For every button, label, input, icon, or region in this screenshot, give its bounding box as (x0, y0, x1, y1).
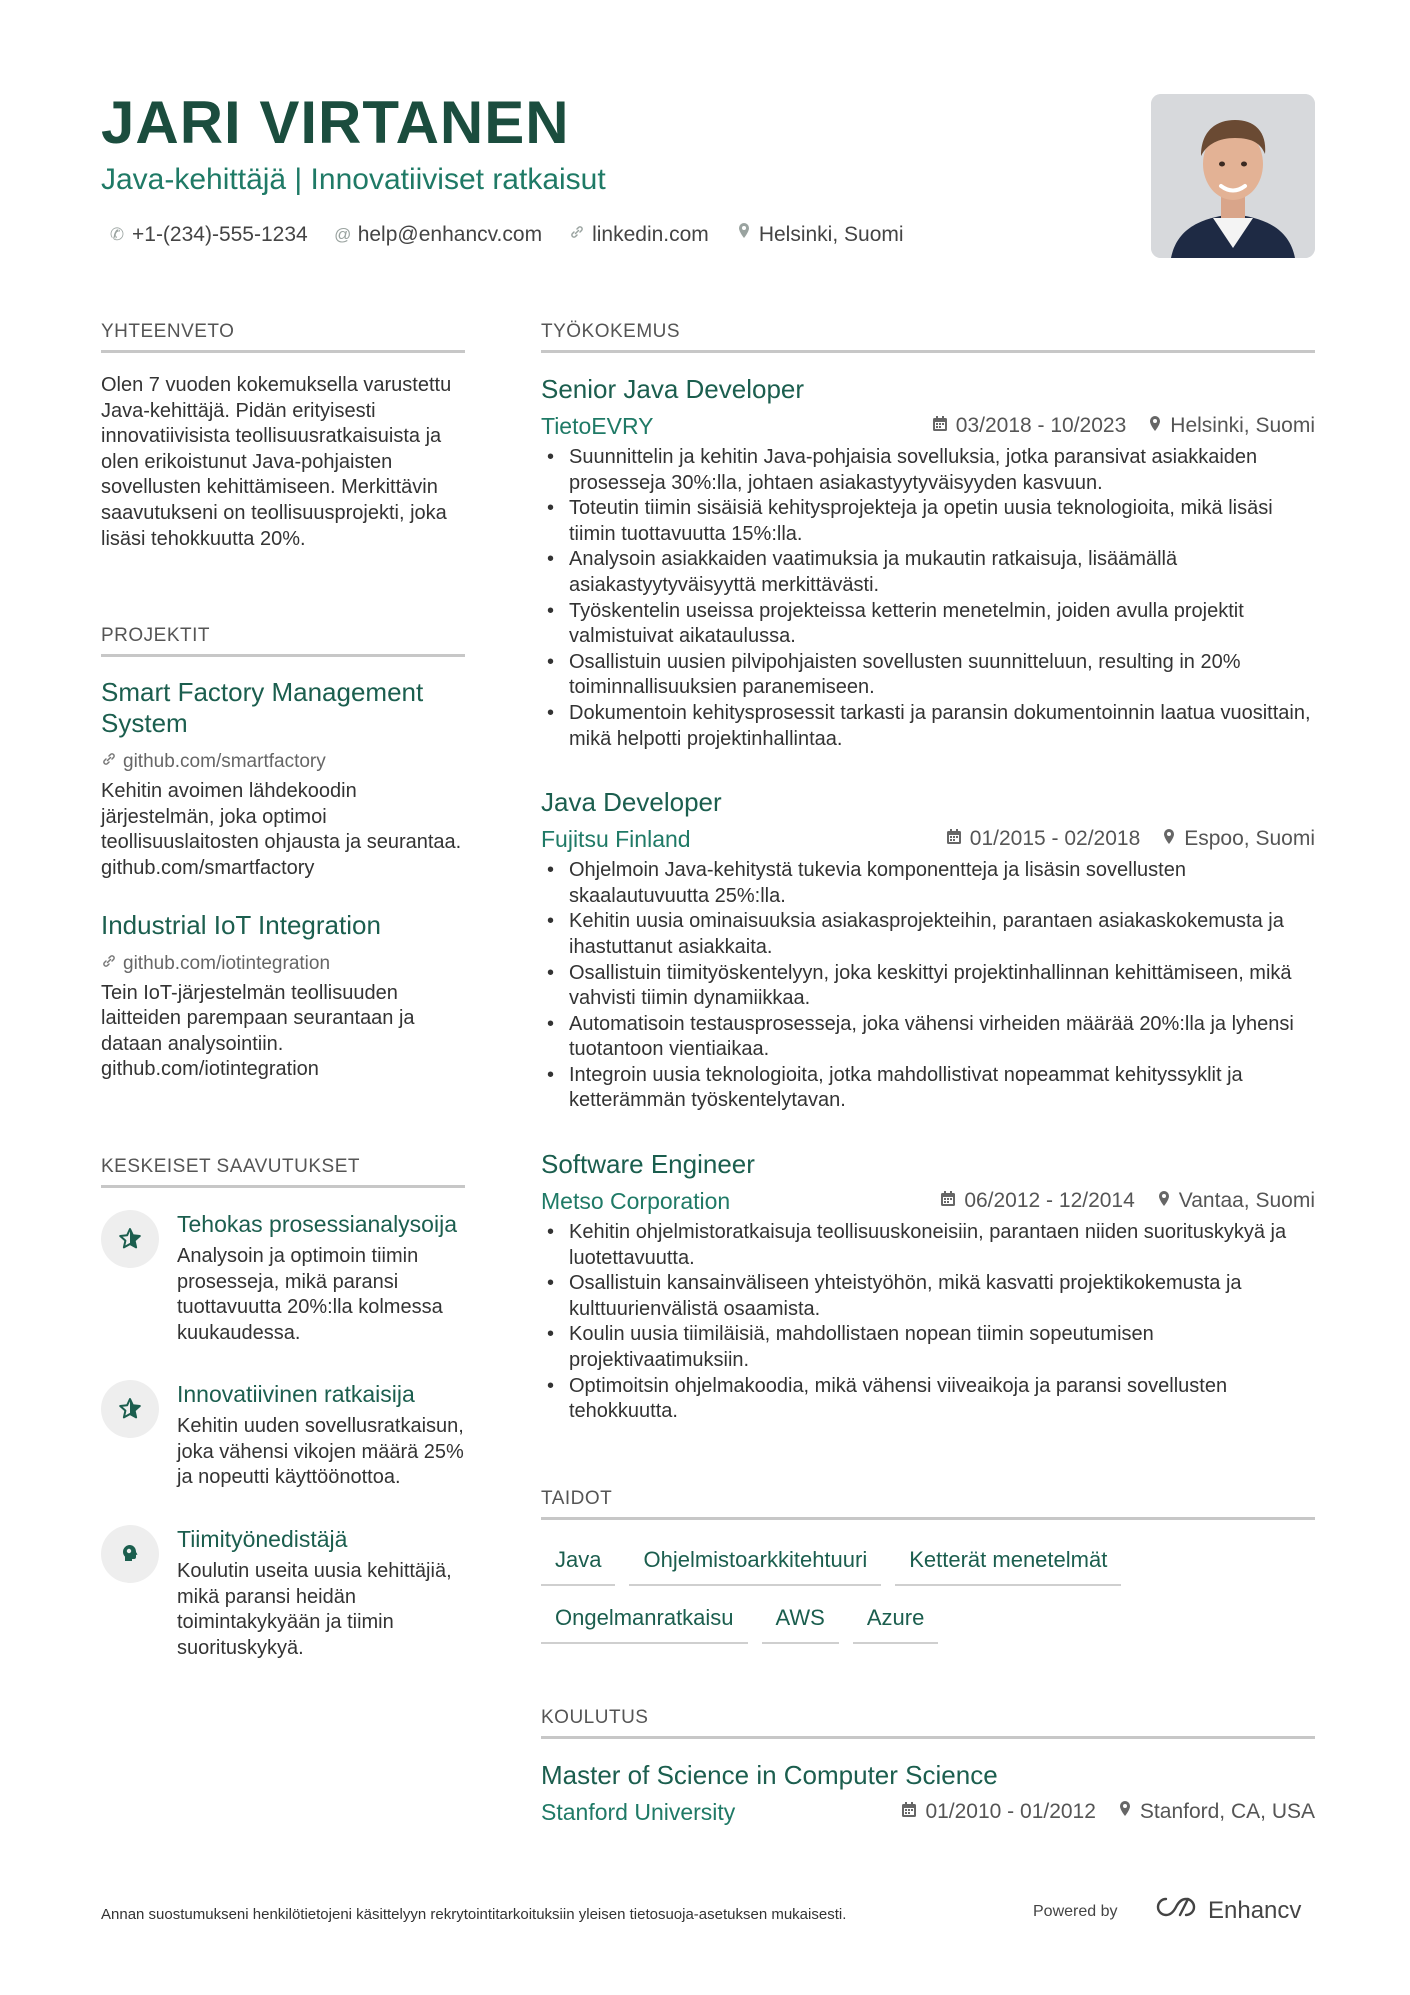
education-school: Stanford University (541, 1798, 736, 1825)
project-item (101, 910, 465, 1083)
skill-tag: Azure (853, 1600, 938, 1644)
list-item: • Toteutin tiimin sisäisiä kehitysprojekteja ja opetin uusia teknologioita, mikä lisäsi tiimin tuottavuutta 15%:lla. (541, 496, 1315, 547)
achievement-title: Tiimityönedistäjä (177, 1526, 348, 1553)
phone-icon: ✆ (109, 225, 125, 244)
job-title: Java Developer (541, 787, 722, 818)
contact-bar (108, 220, 904, 250)
at-icon: @ (334, 225, 352, 244)
education-location: Stanford, CA, USA (1139, 1799, 1315, 1823)
job-bullets (541, 1220, 1315, 1425)
project-link[interactable] (101, 749, 465, 775)
calendar-icon (940, 1190, 956, 1212)
profile-photo (1151, 94, 1315, 258)
job-entry (541, 1148, 1315, 1425)
list-item: • Kehitin uusia ominaisuuksia asiakasprojekteihin, parantaen asiakaskokemusta ja ihastuttanut asiakkaita. (541, 909, 1315, 960)
left-column (101, 320, 465, 1661)
job-title: Software Engineer (541, 1149, 755, 1180)
calendar-icon (932, 415, 948, 437)
summary-text: Olen 7 vuoden kokemuksella varustettu Java-kehittäjä. Pidän erityisesti innovatiivisista teollisuusratkaisuista ja olen erikoistunut Java-pohjaisten sovellusten kehittämiseen. Merkittävin saavutukseni on teollisuusprojekti, joka lisäsi tehokkuutta 20%. (101, 374, 452, 550)
project-description: Kehitin avoimen lähdekoodin järjestelmän, joka optimoi teollisuuslaitosten ohjausta ja seurantaa. github.com/smartfactory (101, 780, 462, 879)
list-item: • Analysoin asiakkaiden vaatimuksia ja mukautin ratkaisuja, lisäämällä asiakastyytyväisyyttä merkittävästi. (541, 547, 1315, 598)
skill-tag: Java (541, 1542, 615, 1586)
projects-heading: PROJEKTIT (101, 624, 465, 657)
calendar-icon (901, 1801, 917, 1823)
job-dates: 06/2012 - 12/2014 (964, 1189, 1135, 1213)
project-link-text: github.com/smartfactory (123, 751, 326, 773)
project-link-text: github.com/iotintegration (123, 952, 331, 974)
enhancv-logo[interactable] (1152, 1895, 1301, 1926)
calendar-icon (946, 828, 962, 850)
candidate-headline: Java-kehittäjä | Innovatiiviset ratkaisut (101, 163, 606, 196)
contact-location (735, 220, 904, 250)
education-dates: 01/2010 - 01/2012 (925, 1799, 1096, 1823)
achievement-description: Analysoin ja optimoin tiimin prosesseja, mikä paransi tuottavuutta 20%:lla kolmessa kuukaudessa. (177, 1244, 443, 1344)
link-icon (101, 749, 117, 775)
achievement-description: Koulutin useita uusia kehittäjiä, mikä paransi heidän toimintakykyään ja tiimin suorituskykyä. (177, 1560, 452, 1659)
location-icon (735, 220, 753, 250)
achievement-item (101, 1210, 465, 1346)
project-item (101, 677, 465, 881)
location-icon (1148, 415, 1162, 438)
skills-heading: TAIDOT (541, 1487, 1315, 1520)
contact-email-text: help@enhancv.com (357, 223, 543, 246)
job-location: Espoo, Suomi (1184, 827, 1315, 851)
skills-section (541, 1487, 1315, 1644)
contact-email[interactable] (334, 220, 542, 250)
enhancv-logo-icon (1152, 1895, 1200, 1926)
powered-by-label: Powered by (1033, 1903, 1118, 1920)
project-description: Tein IoT-järjestelmän teollisuuden laitteiden parempaan seurantaan ja dataan analysointiin. github.com/iotintegration (101, 981, 415, 1081)
right-column (541, 320, 1315, 1827)
achievements-heading: KESKEISET SAAVUTUKSET (101, 1155, 465, 1188)
job-bullets (541, 445, 1315, 752)
location-icon (1157, 1190, 1171, 1213)
job-dates: 03/2018 - 10/2023 (955, 414, 1127, 437)
job-company: Metso Corporation (541, 1188, 731, 1215)
list-item: • Automatisoin testausprosesseja, joka vähensi virheiden määrää 20%:lla ja lyhensi tuotantoon vientiaikaa. (541, 1012, 1315, 1063)
skill-tag: Ongelmanratkaisu (541, 1600, 748, 1644)
achievement-item (101, 1380, 465, 1491)
experience-section (541, 320, 1315, 1425)
star-icon (101, 1210, 159, 1268)
consent-footer: Annan suostumukseni henkilötietojeni käsittelyyn rekrytointitarkoituksiin yleisen tietosuoja-asetuksen mukaisesti. (101, 1906, 847, 1923)
contact-phone-text: +1-(234)-555-1234 (132, 223, 308, 246)
education-heading: KOULUTUS (541, 1706, 1315, 1739)
job-company: TietoEVRY (541, 413, 654, 439)
star-icon (101, 1380, 159, 1438)
job-location: Vantaa, Suomi (1178, 1189, 1315, 1213)
summary-section (101, 320, 465, 552)
job-title: Senior Java Developer (541, 374, 805, 404)
list-item: • Optimoitsin ohjelmakoodia, mikä vähensi viiveaikoja ja paransi sovellusten tehokkuutta. (541, 1374, 1315, 1425)
enhancv-logo-text: Enhancv (1208, 1896, 1302, 1924)
achievements-section (101, 1155, 465, 1662)
list-item: • Suunnittelin ja kehitin Java-pohjaisia sovelluksia, jotka paransivat asiakkaiden prosesseja 30%:lla, johtaen asiakastyytyväisyyden kasvuun. (541, 445, 1315, 496)
job-location: Helsinki, Suomi (1170, 414, 1315, 437)
list-item: • Kehitin ohjelmistoratkaisuja teollisuuskoneisiin, parantaen niiden suorituskykyä ja luotettavuutta. (541, 1220, 1315, 1271)
list-item: • Ohjelmoin Java-kehitystä tukevia komponentteja ja lisäsin sovellusten skaalautuvuutta 25%:lla. (541, 858, 1315, 909)
projects-section (101, 624, 465, 1083)
project-title: Industrial IoT Integration (101, 909, 381, 940)
job-company: Fujitsu Finland (541, 826, 691, 853)
achievement-description: Kehitin uuden sovellusratkaisun, joka vähensi vikojen määrä 25% ja nopeutti käyttöönottoa. (177, 1415, 464, 1489)
job-entry (541, 786, 1315, 1114)
skills-list (541, 1542, 1315, 1644)
list-item: • Osallistuin kansainväliseen yhteistyöhön, mikä kasvatti projektikokemusta ja kulttuurienvälistä osaamista. (541, 1271, 1315, 1322)
link-icon (568, 220, 586, 250)
job-dates: 01/2015 - 02/2018 (969, 827, 1141, 851)
list-item: • Työskentelin useissa projekteissa ketterin menetelmin, joiden avulla projektit valmistuivat aikataulussa. (541, 599, 1315, 650)
job-bullets (541, 858, 1315, 1114)
achievement-title: Innovatiivinen ratkaisija (177, 1381, 415, 1408)
location-icon (1118, 1800, 1132, 1823)
job-entry (541, 373, 1315, 752)
skill-tag: Ohjelmistoarkkitehtuuri (629, 1542, 881, 1586)
achievement-item (101, 1525, 465, 1661)
summary-heading: YHTEENVETO (101, 320, 465, 353)
link-icon (101, 951, 117, 977)
contact-linkedin-text: linkedin.com (592, 223, 709, 246)
achievement-title: Tehokas prosessianalysoija (177, 1210, 457, 1237)
contact-location-text: Helsinki, Suomi (758, 223, 904, 246)
candidate-name: JARI VIRTANEN (101, 89, 570, 156)
list-item: • Osallistuin tiimityöskentelyyn, joka keskittyi projektinhallinnan kehittämiseen, mikä vahvisti tiimin dynamiikkaa. (541, 961, 1315, 1012)
contact-phone[interactable] (108, 220, 308, 250)
list-item: • Koulin uusia tiimiläisiä, mahdollistaen nopean tiimin sopeutumisen projektivaatimuksiin. (541, 1322, 1315, 1373)
list-item: • Integroin uusia teknologioita, jotka mahdollistivat nopeammat kehityssyklit ja ketterämmän työskentelytavan. (541, 1063, 1315, 1114)
education-section (541, 1706, 1315, 1827)
list-item: • Dokumentoin kehitysprosessit tarkasti ja paransin dokumentoinnin laatua vuosittain, mikä helpotti projektinhallintaa. (541, 701, 1315, 752)
list-item: • Osallistuin uusien pilvipohjaisten sovellusten suunnitteluun, resulting in 20% toiminnallisuuksien paranemiseen. (541, 650, 1315, 701)
brain-icon (101, 1525, 159, 1583)
project-link[interactable] (101, 951, 465, 977)
location-icon (1162, 828, 1176, 851)
education-degree: Master of Science in Computer Science (541, 1759, 998, 1790)
contact-linkedin[interactable] (568, 220, 709, 250)
experience-heading: TYÖKOKEMUS (541, 320, 1315, 353)
project-title: Smart Factory Management System (101, 677, 424, 739)
skill-tag: Ketterät menetelmät (895, 1542, 1121, 1586)
skill-tag: AWS (762, 1600, 839, 1644)
